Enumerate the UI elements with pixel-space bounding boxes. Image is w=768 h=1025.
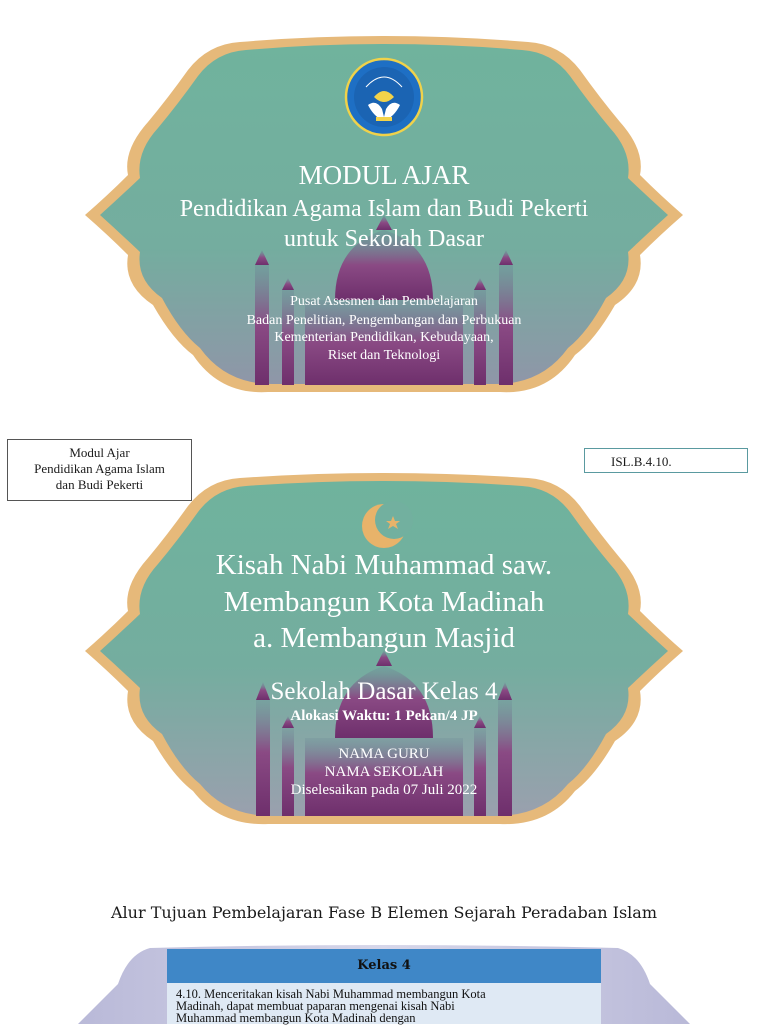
cover2-title-line2: Membangun Kota Madinah xyxy=(223,586,545,618)
cover2-school: NAMA SEKOLAH xyxy=(324,764,444,780)
cover2-time: Alokasi Waktu: 1 Pekan/4 JP xyxy=(290,708,478,724)
module-label-line3: dan Budi Pekerti xyxy=(55,477,144,492)
cover1-publisher-line3: Kementerian Pendidikan, Kebudayaan, xyxy=(274,330,494,345)
cover1-publisher-line1: Pusat Asesmen dan Pembelajaran xyxy=(290,294,478,309)
cover2-teacher: NAMA GURU xyxy=(338,746,430,762)
cover2-grade: Sekolah Dasar Kelas 4 xyxy=(270,678,498,705)
table-row-line1: 4.10. Menceritakan kisah Nabi Muhammad membangun Kota xyxy=(176,987,486,1001)
cover1-title: MODUL AJAR xyxy=(298,160,470,190)
cover2-title-line1: Kisah Nabi Muhammad saw. xyxy=(215,549,553,581)
section-title: Alur Tujuan Pembelajaran Fase B Elemen Sejarah Peradaban Islam xyxy=(111,903,657,922)
cover2-title-line3: a. Membangun Masjid xyxy=(253,622,515,654)
module-label-line1: Modul Ajar xyxy=(69,445,130,460)
cover1-subtitle-line2: untuk Sekolah Dasar xyxy=(284,226,484,252)
module-label-line2: Pendidikan Agama Islam xyxy=(34,461,165,476)
cover1-publisher-line2: Badan Penelitian, Pengembangan dan Perbukuan xyxy=(246,313,522,328)
cover1-publisher-line4: Riset dan Teknologi xyxy=(327,348,441,363)
module-code: ISL.B.4.10. xyxy=(611,454,672,469)
table-row xyxy=(176,988,596,1024)
cover1-subtitle-line1: Pendidikan Agama Islam dan Budi Pekerti xyxy=(179,196,589,222)
table-header: Kelas 4 xyxy=(357,958,411,973)
table-row-line3: Muhammad membangun Kota Madinah dengan xyxy=(176,1011,416,1025)
tut-wuri-handayani-logo xyxy=(344,57,424,137)
table-row-line2: Madinah, dapat membuat paparan mengenai kisah Nabi xyxy=(176,999,455,1013)
cover2-completed: Diselesaikan pada 07 Juli 2022 xyxy=(290,782,478,798)
